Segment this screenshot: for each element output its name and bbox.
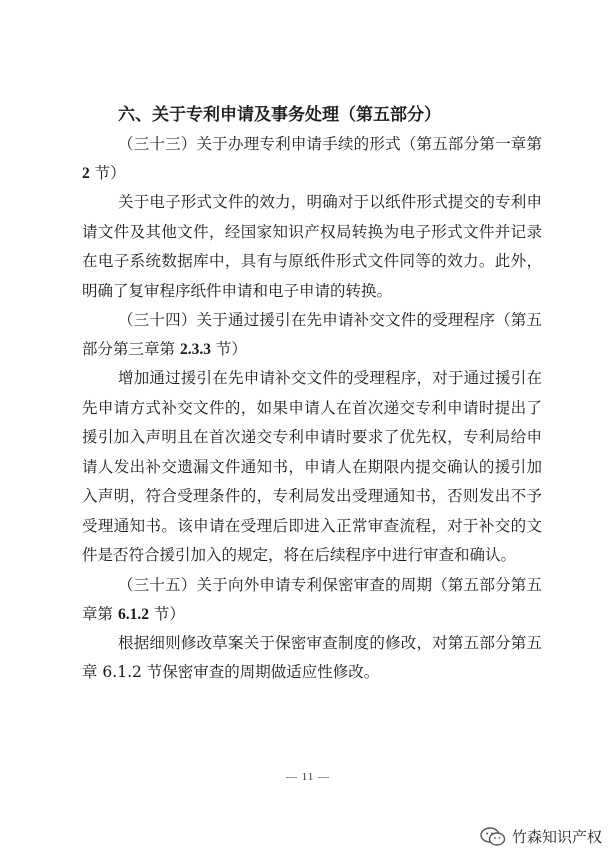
item-heading-33 bbox=[82, 130, 542, 188]
heading-text-end: 节） bbox=[210, 340, 247, 358]
section-number: 6.1.2 bbox=[117, 605, 149, 623]
section-title: 六、关于专利申请及事务处理（第五部分） bbox=[118, 105, 441, 125]
heading-text-end: 节） bbox=[89, 164, 126, 182]
watermark bbox=[480, 826, 602, 847]
item-paragraph-35: 根据细则修改草案关于保密审查制度的修改，对第五部分第五章 6.1.2 节保密审查的周期做适应性修改。 bbox=[82, 633, 542, 681]
section-number: 2 bbox=[82, 165, 90, 182]
document-body bbox=[82, 100, 542, 688]
heading-text: （三十五）关于向外申请专利保密审查的周期（第五部分第五章第 bbox=[82, 575, 542, 623]
item-heading-35 bbox=[82, 571, 542, 629]
heading-text: （三十四）关于通过援引在先申请补交文件的受理程序（第五部分第三章第 bbox=[82, 311, 542, 358]
item-paragraph-33: 关于电子形式文件的效力，明确对于以纸件形式提交的专利申请文件及其他文件，经国家知识产权局转换为电子形式文件并记录在电子系统数据库中，具有与原纸件形式文件同等的效力。此外，明确了复审程序纸件申请和电子申请的转换。 bbox=[82, 193, 542, 300]
item-heading-34 bbox=[82, 306, 542, 364]
heading-text: （三十三）关于办理专利申请手续的形式（第五部分第一章第 bbox=[118, 135, 542, 153]
heading-text-end: 节） bbox=[148, 604, 185, 623]
item-paragraph-34: 增加通过援引在先申请补交文件的受理程序，对于通过援引在先申请方式补交文件的，如果申请人在首次递交专利申请时提出了援引加入声明且在首次递交专利申请时要求了优先权，专利局给申请人发出补交遗漏文件通知书，申请人在期限内提交确认的援引加入声明，符合受理条件的，专利局发出受理通知书，否则发出不予受理通知书。该申请在受理后即进入正常审查流程，对于补交的文件是否符合援引加入的规定，将在后续程序中进行审查和确认。 bbox=[82, 369, 542, 564]
wechat-icon bbox=[480, 827, 506, 847]
watermark-text: 竹森知识产权 bbox=[511, 828, 602, 846]
page-number: — 11 — bbox=[285, 771, 331, 783]
section-number: 2.3.3 bbox=[179, 341, 211, 358]
